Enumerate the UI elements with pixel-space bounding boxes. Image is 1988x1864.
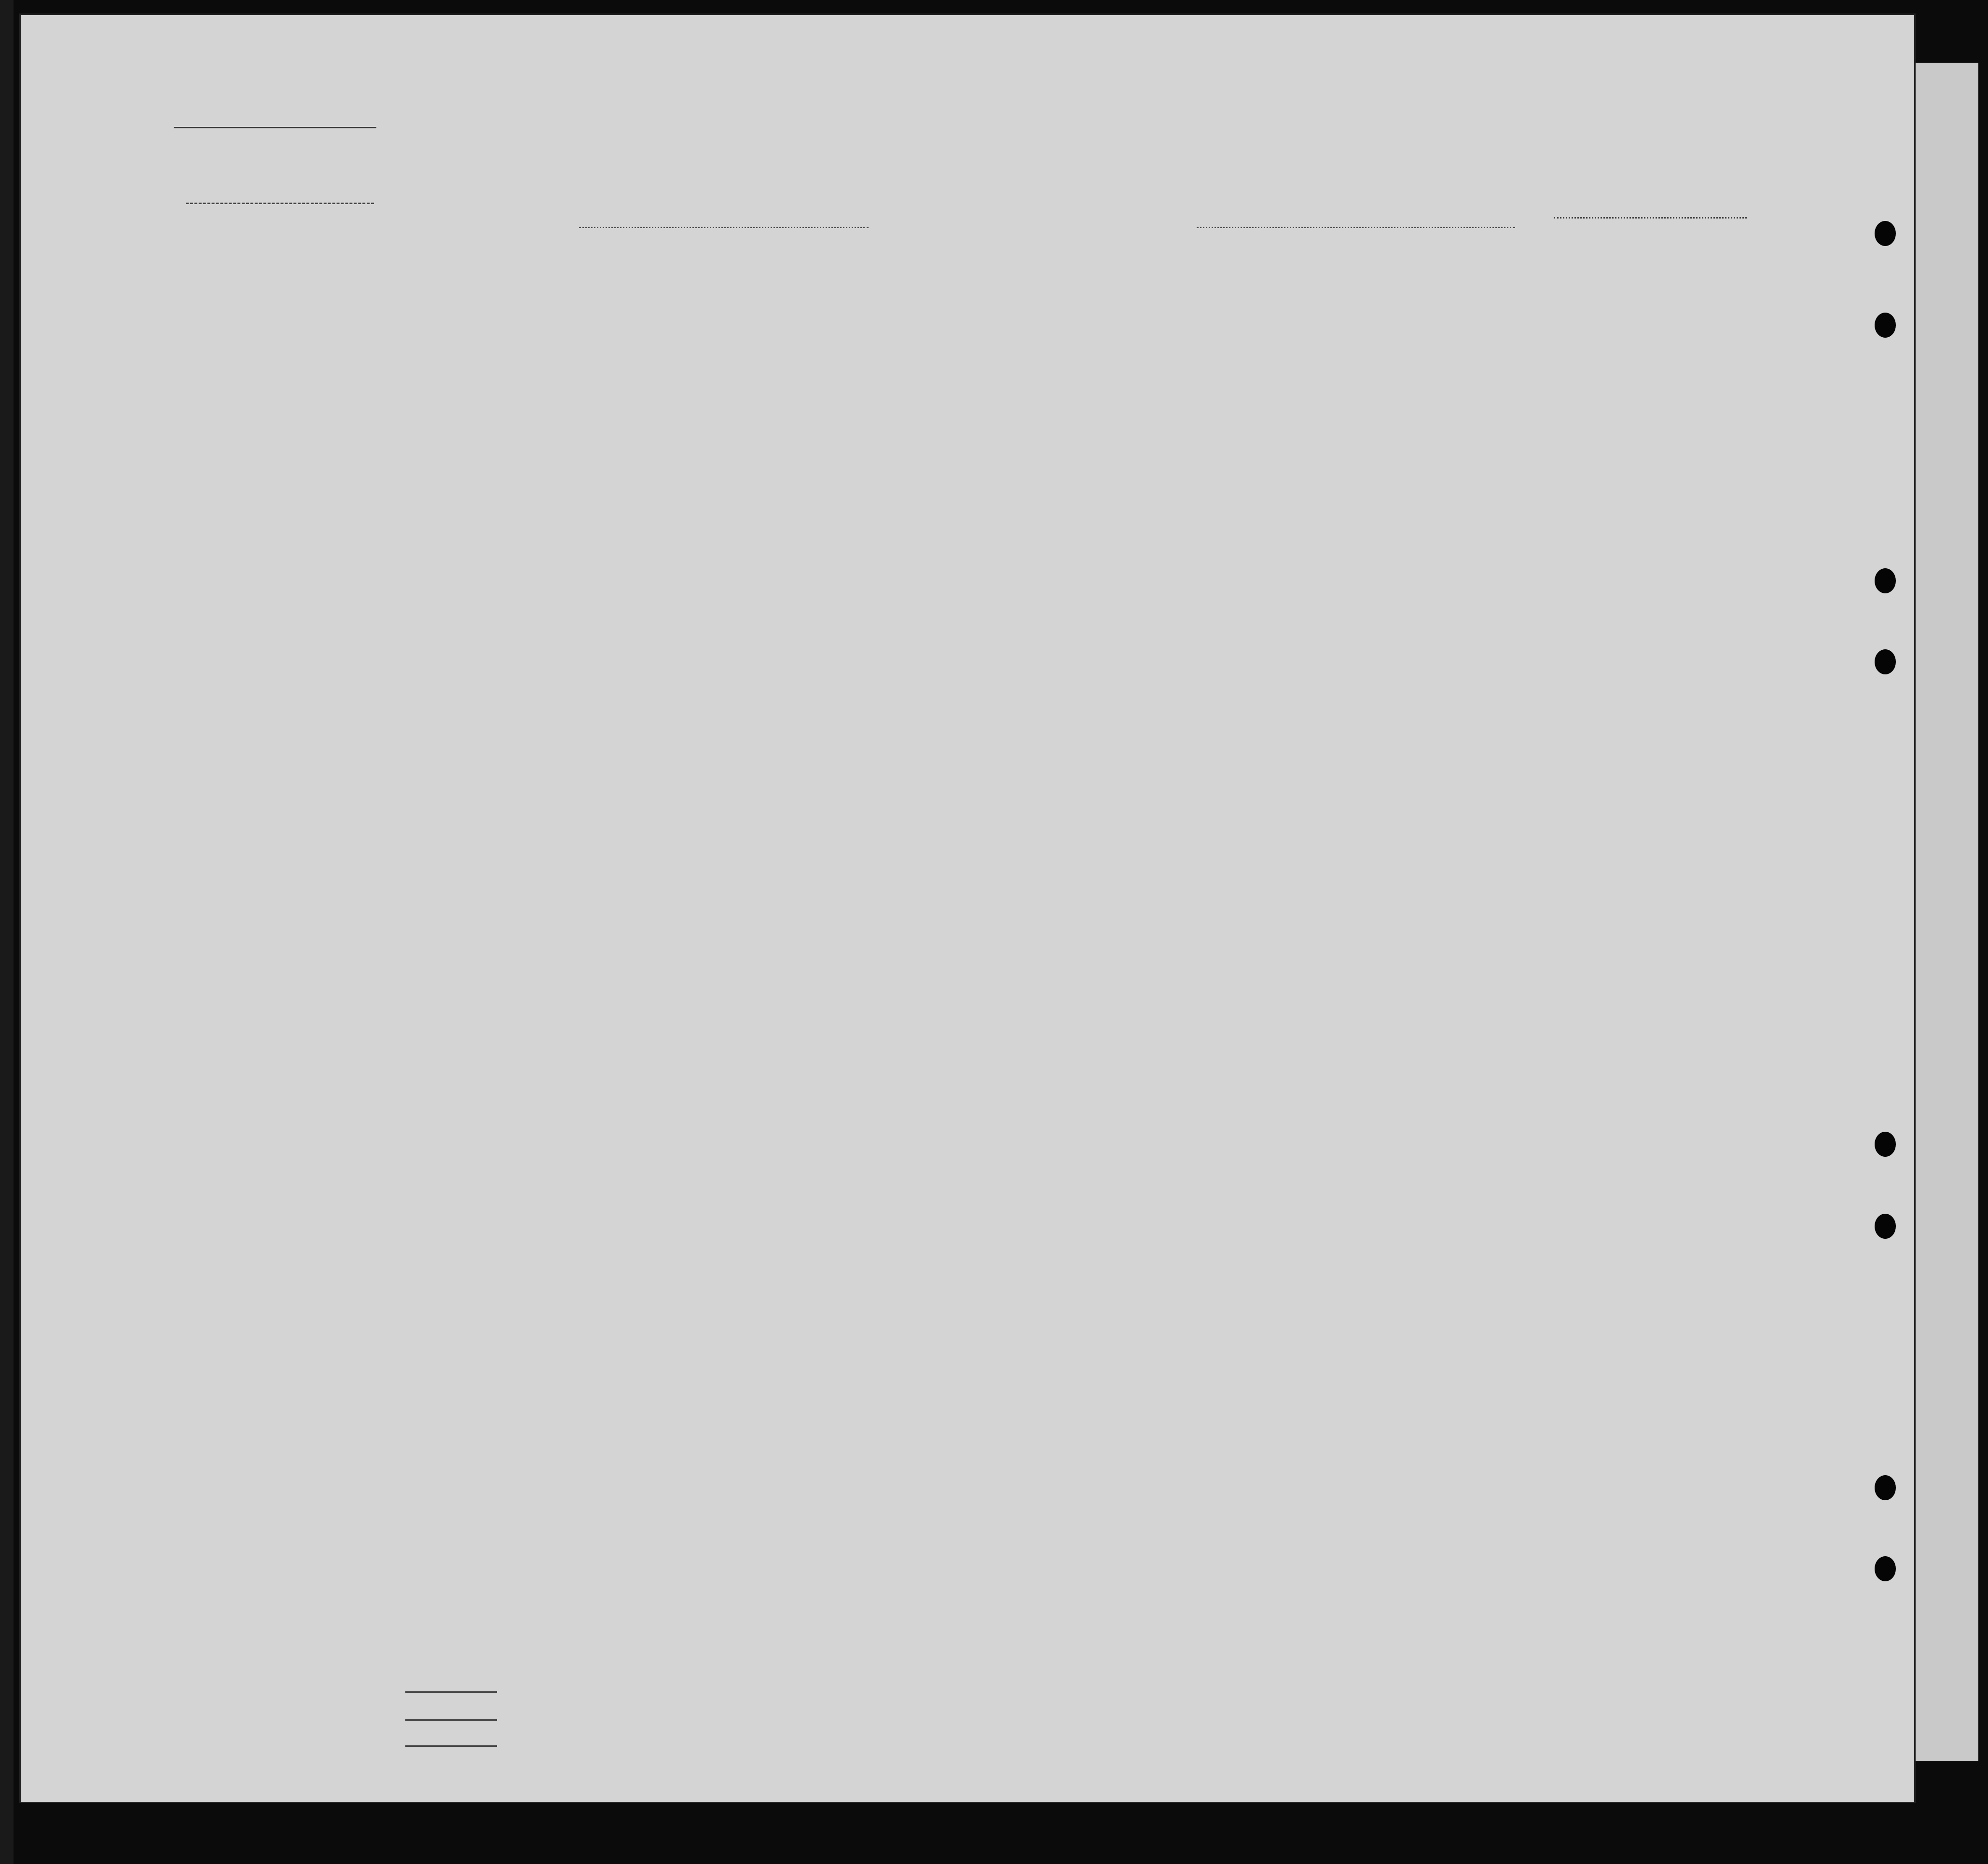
punch-hole bbox=[1875, 1475, 1896, 1500]
manifest-sheet bbox=[19, 14, 1916, 1803]
punch-hole bbox=[1875, 313, 1896, 338]
punch-hole bbox=[1875, 1214, 1896, 1239]
punch-hole bbox=[1875, 1132, 1896, 1157]
adjacent-page-edge bbox=[1916, 63, 1978, 1761]
total-passengers-line bbox=[405, 1691, 497, 1693]
us-citizens-line bbox=[405, 1719, 497, 1721]
manifest-grid bbox=[19, 14, 1916, 1803]
punch-hole bbox=[1875, 1556, 1896, 1581]
punch-hole bbox=[1875, 649, 1896, 674]
punch-hole bbox=[1875, 568, 1896, 593]
punch-hole bbox=[1875, 221, 1896, 246]
left-fold-edge bbox=[0, 0, 14, 1864]
aliens-line bbox=[405, 1745, 497, 1747]
